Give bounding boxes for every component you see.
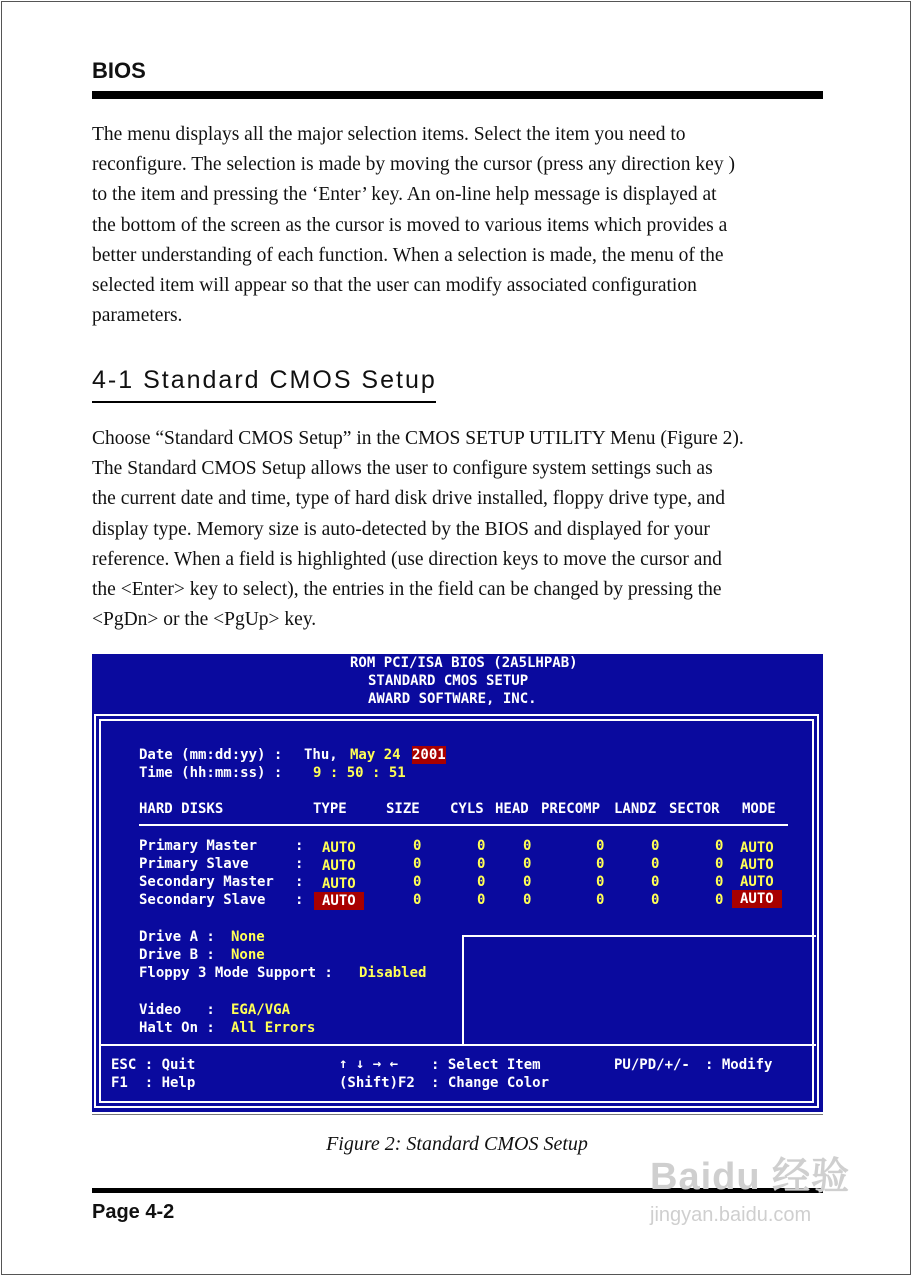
drive-size: 0 <box>413 874 422 890</box>
drive-sep: : <box>295 874 304 890</box>
info-box-left-rule <box>462 935 464 1044</box>
drive-landz: 0 <box>651 892 660 908</box>
time-label: Time (hh:mm:ss) : <box>139 765 283 781</box>
drive-b-value[interactable]: None <box>231 947 265 963</box>
floppy3-label: Floppy 3 Mode Support : <box>139 965 333 981</box>
drive-sector: 0 <box>715 856 724 872</box>
bios-title-line: AWARD SOFTWARE, INC. <box>368 691 537 707</box>
col-header-precomp: PRECOMP <box>541 801 601 817</box>
intro-line: The menu displays all the major selection items. Select the item you need to <box>92 124 686 145</box>
drive-type-field-selected[interactable]: AUTO <box>314 892 364 910</box>
col-header-landz: LANDZ <box>614 801 657 817</box>
intro-line: reconfigure. The selection is made by moving the cursor (press any direction key ) <box>92 154 735 176</box>
description-line: the current date and time, type of hard disk drive installed, floppy drive type, and <box>92 488 726 510</box>
video-label: Video : <box>139 1002 215 1018</box>
drive-precomp: 0 <box>596 856 605 872</box>
select-item-hint: : Select Item <box>431 1057 541 1073</box>
date-label: Date (mm:dd:yy) : <box>139 747 283 763</box>
bios-title-line: ROM PCI/ISA BIOS (2A5LHPAB) <box>350 655 578 671</box>
description-line: <PgDn> or the <PgUp> key. <box>92 609 317 631</box>
drive-sep: : <box>295 856 304 872</box>
drive-sector: 0 <box>715 838 724 854</box>
bios-title-line: STANDARD CMOS SETUP <box>368 673 529 689</box>
drive-precomp: 0 <box>596 838 605 854</box>
drive-a-value[interactable]: None <box>231 929 265 945</box>
intro-line: to the item and pressing the ‘Enter’ key. An on-line help message is displayed at <box>92 184 717 206</box>
col-header-size: SIZE <box>386 801 420 817</box>
halt-label: Halt On : <box>139 1020 215 1036</box>
f1-help-hint: F1 : Help <box>111 1075 196 1091</box>
intro-line: better understanding of each function. When a selection is made, the menu of the <box>92 244 724 266</box>
date-day: Thu, <box>304 747 338 763</box>
description-line: The Standard CMOS Setup allows the user to configure system settings such as <box>92 458 713 480</box>
drive-head: 0 <box>523 856 532 872</box>
drive-type-field[interactable]: AUTO <box>322 858 356 874</box>
drive-sector: 0 <box>715 892 724 908</box>
drive-a-label: Drive A : <box>139 929 215 945</box>
halt-value[interactable]: All Errors <box>231 1020 316 1036</box>
intro-line: parameters. <box>92 305 183 327</box>
drive-mode-field[interactable]: AUTO <box>740 874 774 890</box>
section-title: 4-1 Standard CMOS Setup <box>92 366 437 394</box>
intro-paragraph <box>92 120 832 331</box>
drive-landz: 0 <box>651 838 660 854</box>
caption-rule <box>92 1114 823 1115</box>
description-line: reference. When a field is highlighted (use direction keys to move the cursor and <box>92 548 722 570</box>
change-color-hint: : Change Color <box>431 1075 550 1091</box>
col-header-cyls: CYLS <box>450 801 484 817</box>
time-value[interactable]: 9 : 50 : 51 <box>313 765 406 781</box>
drive-cyls: 0 <box>477 874 486 890</box>
bios-screen <box>92 654 823 1112</box>
description-line: display type. Memory size is auto-detected by the BIOS and displayed for your <box>92 518 710 540</box>
header-rule <box>92 91 823 99</box>
drive-head: 0 <box>523 892 532 908</box>
info-box-top-rule <box>462 935 816 937</box>
arrow-keys-icon: ↑ ↓ → ← <box>339 1056 399 1072</box>
drive-cyls: 0 <box>477 892 486 908</box>
drive-size: 0 <box>413 892 422 908</box>
description-line: the <Enter> key to select), the entries in the field can be changed by pressing the <box>92 579 722 601</box>
description-line: Choose “Standard CMOS Setup” in the CMOS SETUP UTILITY Menu (Figure 2). <box>92 428 744 449</box>
date-month-day[interactable]: May 24 <box>350 747 401 763</box>
description-paragraph <box>92 424 832 635</box>
video-value[interactable]: EGA/VGA <box>231 1002 291 1018</box>
modify-hint: : Modify <box>705 1057 773 1073</box>
drive-sep: : <box>295 892 304 908</box>
page-header-title: BIOS <box>92 58 146 83</box>
col-header-type: TYPE <box>313 801 347 817</box>
intro-line: the bottom of the screen as the cursor is moved to various items which provides a <box>92 214 728 236</box>
drive-size: 0 <box>413 856 422 872</box>
drive-b-label: Drive B : <box>139 947 215 963</box>
figure-caption: Figure 2: Standard CMOS Setup <box>326 1133 588 1155</box>
floppy3-value[interactable]: Disabled <box>359 965 427 981</box>
drive-name: Primary Master <box>139 838 258 854</box>
drive-name: Secondary Master <box>139 874 274 890</box>
col-header-hard-disks: HARD DISKS <box>139 801 224 817</box>
drive-name: Primary Slave <box>139 856 249 872</box>
drive-precomp: 0 <box>596 892 605 908</box>
drive-sector: 0 <box>715 874 724 890</box>
watermark-url: jingyan.baidu.com <box>650 1204 812 1226</box>
drive-name: Secondary Slave <box>139 892 266 908</box>
drive-head: 0 <box>523 874 532 890</box>
col-header-head: HEAD <box>495 801 529 817</box>
watermark <box>650 1145 850 1227</box>
drive-mode-field[interactable]: AUTO <box>740 857 774 873</box>
shift-f2-key: (Shift)F2 <box>339 1075 415 1091</box>
esc-quit-hint: ESC : Quit <box>111 1057 196 1073</box>
col-header-mode: MODE <box>742 801 776 817</box>
drive-cyls: 0 <box>477 838 486 854</box>
modify-keys: PU/PD/+/- <box>614 1057 690 1073</box>
drive-head: 0 <box>523 838 532 854</box>
watermark-logo-text: Baidu 经验 <box>650 1156 851 1198</box>
drive-precomp: 0 <box>596 874 605 890</box>
drive-landz: 0 <box>651 856 660 872</box>
page-number: Page 4-2 <box>92 1201 175 1223</box>
drive-landz: 0 <box>651 874 660 890</box>
footer-divider <box>99 1044 816 1046</box>
drive-size: 0 <box>413 838 422 854</box>
drive-type-field[interactable]: AUTO <box>322 840 356 856</box>
drive-sep: : <box>295 838 304 854</box>
drive-cyls: 0 <box>477 856 486 872</box>
drive-type-field[interactable]: AUTO <box>322 876 356 892</box>
drive-mode-field-selected[interactable]: AUTO <box>732 890 782 908</box>
section-rule <box>92 401 436 403</box>
col-header-sector: SECTOR <box>669 801 720 817</box>
intro-line: selected item will appear so that the user can modify associated configuration <box>92 275 697 297</box>
table-header-rule <box>139 824 788 826</box>
drive-mode-field[interactable]: AUTO <box>740 840 774 856</box>
date-year-field[interactable]: 2001 <box>412 747 446 763</box>
